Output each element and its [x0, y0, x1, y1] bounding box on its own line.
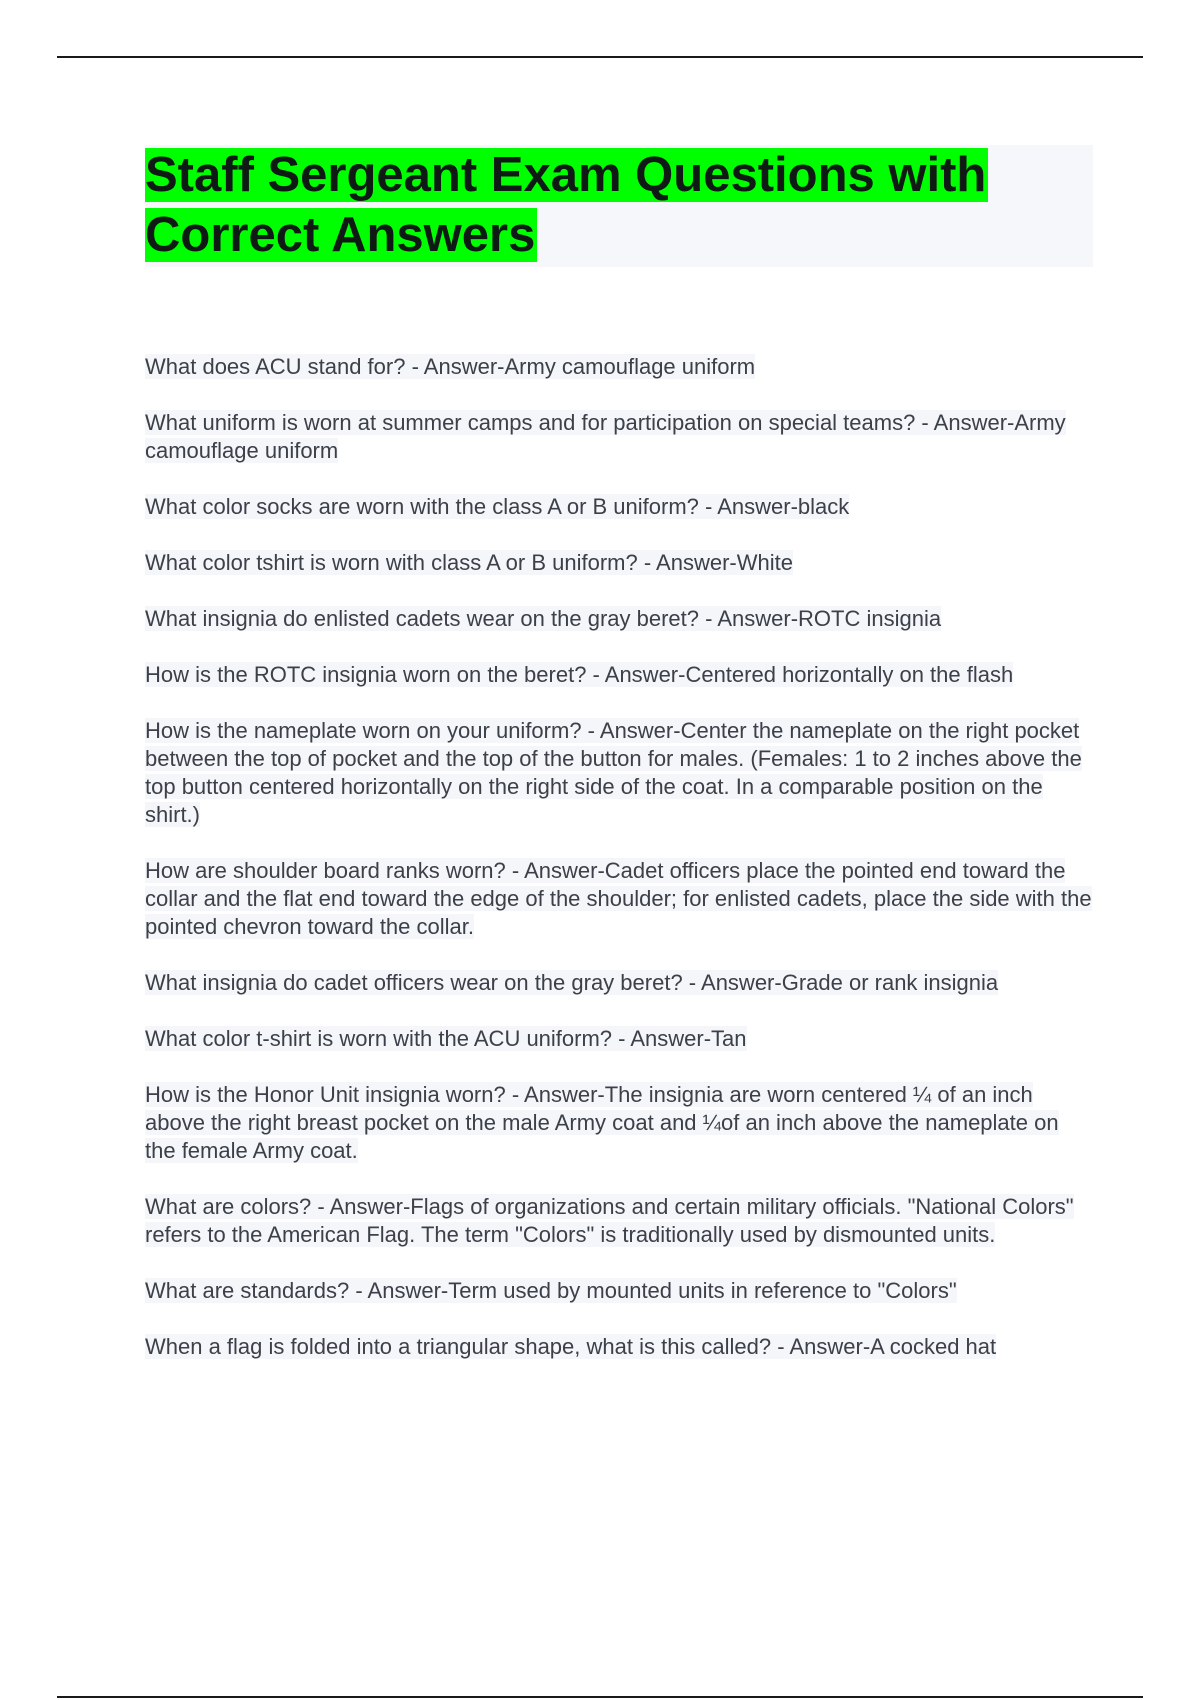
qa-item: [145, 717, 1095, 829]
qa-item: [145, 605, 1095, 633]
title-block: [145, 145, 1093, 267]
qa-item: [145, 493, 1095, 521]
header-rule: [57, 56, 1143, 58]
qa-item-text: How is the Honor Unit insignia worn? - Answer-The insignia are worn centered ¼ of an inch above the right breast pocket on the male Army coat and ¼of an inch above the nameplate on the female Army coat.: [145, 1082, 1059, 1163]
qa-item-text: What insignia do cadet officers wear on the gray beret? - Answer-Grade or rank insignia: [145, 970, 999, 995]
qa-item-text: What does ACU stand for? - Answer-Army camouflage uniform: [145, 354, 756, 379]
qa-item-text: What are standards? - Answer-Term used by mounted units in reference to "Colors": [145, 1278, 957, 1303]
qa-item-text: What are colors? - Answer-Flags of organizations and certain military officials. "National Colors" refers to the American Flag. The term "Colors" is traditionally used by dismounted units.: [145, 1194, 1074, 1247]
qa-list: [145, 353, 1095, 1389]
document-title: [145, 145, 1065, 265]
qa-item-text: What color socks are worn with the class A or B uniform? - Answer-black: [145, 494, 850, 519]
qa-item: [145, 1081, 1095, 1165]
qa-item-text: What insignia do enlisted cadets wear on the gray beret? - Answer-ROTC insignia: [145, 606, 942, 631]
qa-item: [145, 1333, 1095, 1361]
qa-item-text: How is the ROTC insignia worn on the beret? - Answer-Centered horizontally on the flash: [145, 662, 1014, 687]
qa-item: [145, 549, 1095, 577]
qa-item-text: How are shoulder board ranks worn? - Answer-Cadet officers place the pointed end toward the collar and the flat end toward the edge of the shoulder; for enlisted cadets, place the side with the pointed chevron toward the collar.: [145, 858, 1092, 939]
qa-item-text: How is the nameplate worn on your uniform? - Answer-Center the nameplate on the right pocket between the top of pocket and the top of the button for males. (Females: 1 to 2 inches above the top button centered horizontally on the right side of the coat. In a comparable position on the shirt.): [145, 718, 1082, 827]
qa-item: [145, 1277, 1095, 1305]
qa-item: [145, 969, 1095, 997]
qa-item: [145, 1193, 1095, 1249]
qa-item: [145, 857, 1095, 941]
qa-item: [145, 661, 1095, 689]
document-title-text: Staff Sergeant Exam Questions with Correct Answers: [145, 148, 987, 262]
footer-rule: [57, 1696, 1143, 1698]
qa-item-text: When a flag is folded into a triangular shape, what is this called? - Answer-A cocked hat: [145, 1334, 997, 1359]
qa-item: [145, 409, 1095, 465]
qa-item: [145, 1025, 1095, 1053]
qa-item-text: What color tshirt is worn with class A or B uniform? - Answer-White: [145, 550, 793, 575]
qa-item: [145, 353, 1095, 381]
qa-item-text: What uniform is worn at summer camps and for participation on special teams? - Answer-Army camouflage uniform: [145, 410, 1066, 463]
qa-item-text: What color t-shirt is worn with the ACU uniform? - Answer-Tan: [145, 1026, 747, 1051]
